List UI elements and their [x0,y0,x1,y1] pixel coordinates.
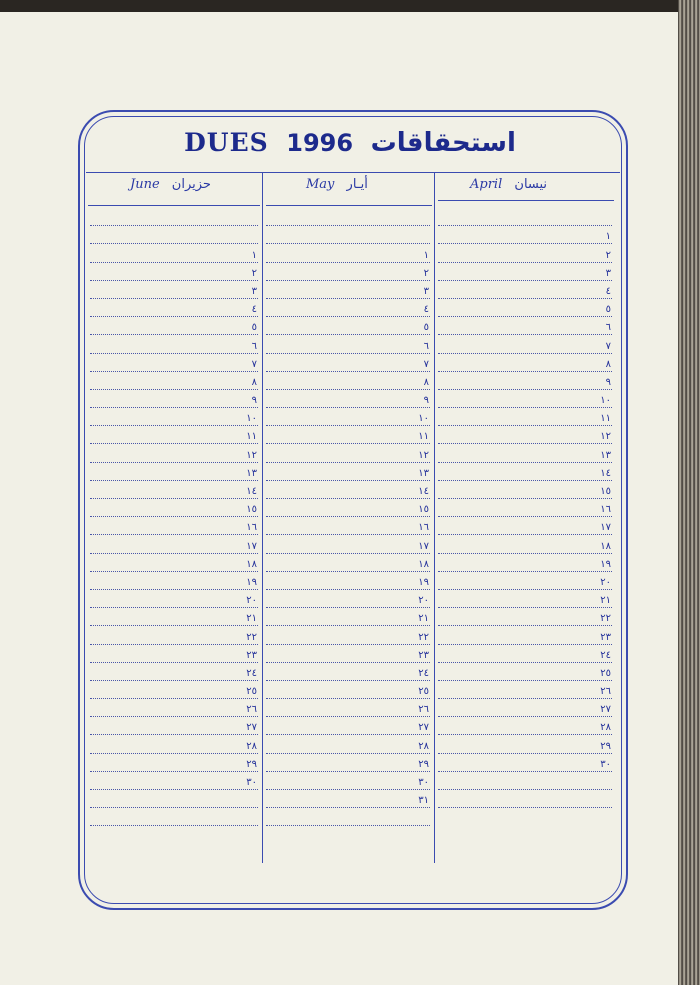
day-row [90,699,258,717]
day-number: ٢٤ [600,649,611,661]
day-number: ١٢ [418,449,429,461]
day-number: ٢٧ [418,722,429,734]
day-number: ١٥ [246,504,257,516]
day-row [266,317,430,335]
day-row [90,335,258,353]
day-row [438,244,612,262]
day-number: ١١ [418,431,429,443]
day-row [266,590,430,608]
day-row [438,717,612,735]
day-number: ٢٣ [418,649,429,661]
day-number: ١٦ [418,522,429,534]
day-row [90,354,258,372]
day-row [438,390,612,408]
day-number: ٤ [423,304,429,316]
day-number: ٣٠ [246,777,257,788]
day-row [90,281,258,299]
day-number: ٣ [251,285,257,297]
month-english: April [470,177,503,192]
day-number: ١٥ [418,504,429,516]
day-number: ١ [423,249,429,261]
column-header-june [130,177,211,192]
day-row [438,444,612,462]
day-number: ٩ [251,395,257,407]
day-number: ٢٨ [246,740,257,752]
june-days-column [90,208,258,826]
header-underline-april [438,200,614,201]
title-divider [86,172,620,173]
day-row [438,281,612,299]
day-row [438,754,612,772]
day-row [90,317,258,335]
day-row [90,535,258,553]
day-number: ٢٤ [418,667,429,679]
day-row [90,517,258,535]
day-row [266,372,430,390]
day-number: ٧ [423,358,429,370]
day-row [266,790,430,808]
day-row [438,554,612,572]
day-row [438,426,612,444]
day-row [90,608,258,626]
title-year: 1996 [286,129,354,157]
day-number: ١ [605,231,611,243]
day-row [266,299,430,317]
day-number: ٥ [251,322,257,334]
day-number: ٢٠ [600,576,611,588]
day-number: ٦ [605,322,611,334]
day-row [90,390,258,408]
may-days-column [266,208,430,826]
blank-row [266,208,430,226]
day-row [90,717,258,735]
day-number: ٢٧ [600,704,611,716]
day-number: ١٧ [418,540,429,552]
day-row [266,663,430,681]
day-number: ٣ [605,267,611,279]
day-row [266,626,430,644]
day-row [438,535,612,553]
day-row [438,463,612,481]
blank-row [90,226,258,244]
day-row [438,499,612,517]
day-row [90,554,258,572]
day-row [266,408,430,426]
day-number: ٢٠ [246,595,257,607]
day-row [90,481,258,499]
day-row [438,645,612,663]
day-number: ٨ [251,376,257,388]
day-row [438,354,612,372]
day-number: ١٢ [600,431,611,443]
day-number: ٨ [605,358,611,370]
column-header-april [470,177,547,192]
day-number: ١٧ [600,522,611,534]
day-number: ٢٢ [246,631,257,643]
day-number: ٥ [423,322,429,334]
day-number: ٢٥ [246,686,257,698]
blank-row [90,208,258,226]
day-row [90,499,258,517]
day-number: ١١ [600,413,611,425]
day-row [438,335,612,353]
day-number: ١٩ [600,558,611,570]
day-row [90,645,258,663]
day-number: ٧ [251,358,257,370]
day-row [266,335,430,353]
day-number: ٥ [605,304,611,316]
day-number: ١٣ [418,467,429,479]
day-number: ٢٦ [600,686,611,698]
page-title [0,128,700,158]
day-row [266,517,430,535]
day-number: ٢١ [600,595,611,607]
day-row [438,590,612,608]
day-row [266,281,430,299]
day-row [266,463,430,481]
day-row [90,681,258,699]
column-header-may [306,177,368,192]
day-number: ٢٣ [600,631,611,643]
day-row [438,299,612,317]
day-number: ١٤ [246,486,257,497]
day-row [90,408,258,426]
day-row [90,444,258,462]
day-row [266,645,430,663]
day-row [438,681,612,699]
day-row [90,590,258,608]
day-number: ١٩ [246,576,257,588]
day-row [90,463,258,481]
day-number: ٤ [251,304,257,316]
day-number: ١٣ [246,467,257,479]
day-number: ٢٧ [246,722,257,734]
day-row [90,372,258,390]
day-number: ١٠ [246,413,257,425]
day-number: ٦ [251,340,257,352]
day-number: ١١ [246,431,257,443]
day-row [266,481,430,499]
day-number: ٢ [251,267,257,279]
day-row [266,554,430,572]
day-number: ١٩ [418,576,429,588]
blank-row [90,790,258,808]
day-row [266,263,430,281]
month-arabic: أيـار [346,177,368,192]
blank-row [266,226,430,244]
day-row [438,408,612,426]
column-divider [262,173,263,863]
day-row [90,663,258,681]
title-arabic: استحقاقات [370,128,516,158]
day-number: ٢٠ [418,595,429,607]
day-number: ٢١ [246,613,257,625]
day-number: ١٣ [600,449,611,461]
day-number: ٢٣ [246,649,257,661]
day-number: ٢٨ [600,722,611,734]
day-number: ٢٦ [246,704,257,716]
day-row [90,426,258,444]
day-number: ٢٩ [246,758,257,770]
day-row [90,626,258,644]
day-row [266,390,430,408]
day-row [438,663,612,681]
day-number: ٣ [423,285,429,297]
april-days-column [438,208,612,808]
day-row [438,626,612,644]
day-number: ٢٢ [418,631,429,643]
day-number: ٢٩ [418,758,429,770]
day-number: ١٤ [418,486,429,497]
day-number: ١٨ [600,540,611,552]
day-number: ١٨ [246,558,257,570]
day-number: ١٠ [600,395,611,407]
day-row [438,317,612,335]
day-number: ١٤ [600,467,611,479]
blank-row [438,208,612,226]
day-number: ٢ [423,267,429,279]
day-row [438,481,612,499]
day-number: ٢٦ [418,704,429,716]
day-row [90,299,258,317]
day-number: ١٦ [600,504,611,516]
header-underline-may [266,205,432,206]
blank-row [438,790,612,808]
blank-row [266,808,430,826]
day-row [266,354,430,372]
day-row [266,699,430,717]
day-number: ١٢ [246,449,257,461]
day-number: ١٠ [418,413,429,425]
day-row [266,244,430,262]
day-number: ٢١ [418,613,429,625]
day-number: ١٨ [418,558,429,570]
blank-row [90,808,258,826]
day-row [266,499,430,517]
day-number: ٢٩ [600,740,611,752]
day-number: ٢٤ [246,667,257,679]
day-number: ٣٠ [600,758,611,770]
day-row [438,517,612,535]
header-underline-june [88,205,260,206]
day-row [438,263,612,281]
day-row [438,226,612,244]
day-row [90,244,258,262]
day-row [266,572,430,590]
day-row [90,772,258,790]
day-number: ٨ [423,376,429,388]
day-row [266,754,430,772]
day-number: ٣١ [418,795,429,807]
day-row [266,735,430,753]
day-row [438,735,612,753]
day-number: ٧ [605,340,611,352]
day-row [90,754,258,772]
column-divider [434,173,435,863]
day-row [438,608,612,626]
day-number: ٣٠ [418,777,429,788]
month-arabic: نيسان [514,177,548,192]
day-row [266,535,430,553]
day-number: ١٥ [600,486,611,497]
day-row [266,772,430,790]
day-number: ٢٥ [600,667,611,679]
day-number: ١٦ [246,522,257,534]
day-number: ٩ [605,376,611,388]
day-number: ٩ [423,395,429,407]
day-row [438,372,612,390]
day-row [266,444,430,462]
day-number: ١٧ [246,540,257,552]
day-row [266,426,430,444]
day-row [266,608,430,626]
day-number: ٦ [423,340,429,352]
day-row [438,699,612,717]
month-english: June [130,177,160,192]
day-number: ٤ [605,285,611,297]
day-number: ٢٨ [418,740,429,752]
day-number: ٢ [605,249,611,261]
day-row [90,263,258,281]
day-row [438,572,612,590]
day-row [266,681,430,699]
month-english: May [306,177,335,192]
title-english: DUES [184,128,269,157]
day-number: ٢٢ [600,613,611,625]
day-number: ١ [251,249,257,261]
day-row [90,572,258,590]
day-number: ٢٥ [418,686,429,698]
month-arabic: حزيران [171,177,211,192]
day-row [90,735,258,753]
blank-row [438,772,612,790]
day-row [266,717,430,735]
